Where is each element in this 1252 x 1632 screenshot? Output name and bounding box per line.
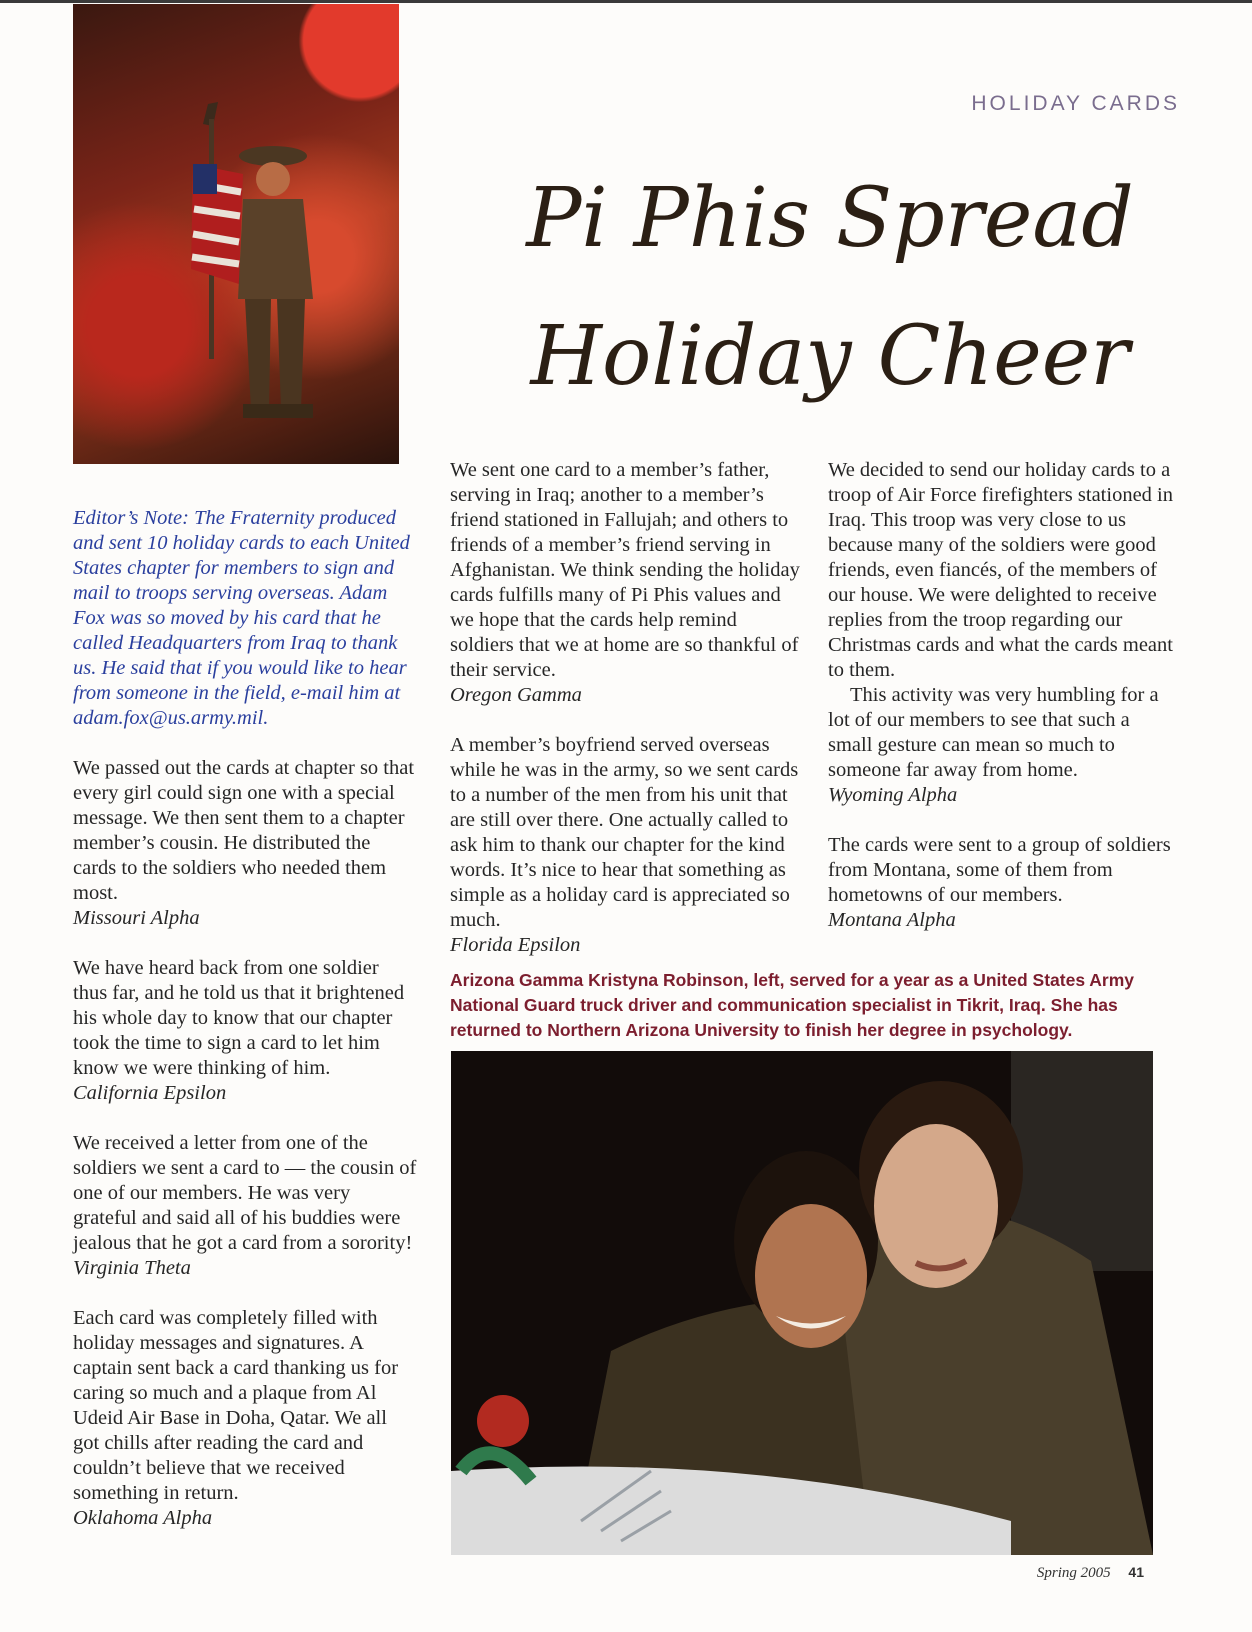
- title-line-1: Pi Phis Spread: [526, 171, 1134, 266]
- letter-text: Each card was completely filled with holiday messages and signatures. A captain sent back a card thanking us for caring so much and a plaque from Al Udeid Air Base in Doha, Qatar. We all got chills after reading the card and couldn’t believe that we received something in return.: [73, 1307, 399, 1504]
- soldiers-photo-illustration: [451, 1051, 1153, 1555]
- issue-season: Spring 2005: [1036, 1565, 1111, 1581]
- letter-virginia: [73, 1131, 418, 1281]
- letter-montana: [828, 833, 1178, 933]
- page-title: [450, 150, 1210, 426]
- letter-text: This activity was very humbling for a lot of our members to see that such a small gesture can mean so much to someone far away from home.: [828, 684, 1159, 781]
- letter-wyoming: [828, 683, 1178, 808]
- column-3: [828, 458, 1178, 958]
- section-kicker: HOLIDAY CARDS: [971, 92, 1180, 115]
- chapter-signature: Montana Alpha: [828, 909, 956, 931]
- chapter-signature: Virginia Theta: [73, 1257, 191, 1279]
- letter-wyoming-p1: We decided to send our holiday cards to a troop of Air Force firefighters stationed in Iraq. This troop was very close to us because many of the soldiers were good friends, even fiancés, of the members of our house. We were delighted to receive replies from the troop regarding our Christmas cards and what the cards meant to them.: [828, 459, 1173, 681]
- page-footer: [1037, 1564, 1144, 1582]
- letter-text: We sent one card to a member’s father, serving in Iraq; another to a member’s friend stationed in Fallujah; and others to friends of a member’s friend serving in Afghanistan. We think sending the holiday cards fulfills many of Pi Phis values and we hope that the cards help remind soldiers that we at home are so thankful of their service.: [450, 459, 800, 681]
- letter-california: [73, 956, 418, 1106]
- column-2: [450, 458, 805, 983]
- letter-oklahoma: [73, 1306, 418, 1531]
- chapter-signature: Missouri Alpha: [73, 907, 200, 929]
- toy-soldier-photo: [73, 4, 399, 464]
- top-rule: [0, 0, 1252, 3]
- photo-caption: Arizona Gamma Kristyna Robinson, left, served for a year as a United States Army National Guard truck driver and communication specialist in Tikrit, Iraq. She has returned to Northern Arizona University to finish her degree in psychology.: [450, 970, 1135, 1040]
- letter-text: We have heard back from one soldier thus far, and he told us that it brightened his whole day to know that our chapter took the time to sign a card to let him know we were thinking of him.: [73, 957, 405, 1079]
- chapter-signature: Florida Epsilon: [450, 934, 581, 956]
- letter-text: We passed out the cards at chapter so that every girl could sign one with a special message. We then sent them to a chapter member’s cousin. He distributed the cards to the soldiers who needed them most.: [73, 757, 415, 904]
- chapter-signature: Oklahoma Alpha: [73, 1507, 213, 1529]
- letter-text: The cards were sent to a group of soldiers from Montana, some of them from hometowns of our members.: [828, 834, 1171, 906]
- letter-text: We received a letter from one of the soldiers we sent a card to — the cousin of one of our members. He was very grateful and said all of his buddies were jealous that he got a card from a sorority!: [73, 1132, 417, 1254]
- column-1: [73, 506, 418, 1556]
- letter-missouri: [73, 756, 418, 931]
- chapter-signature: California Epsilon: [73, 1082, 227, 1104]
- chapter-signature: Wyoming Alpha: [828, 784, 958, 806]
- letter-text: A member’s boyfriend served overseas while he was in the army, so we sent cards to a number of the men from his unit that are still over there. One actually called to ask him to thank our chapter for the kind words. It’s nice to hear that something as simple as a holiday card is appreciated so much.: [450, 734, 799, 931]
- editor-note: Editor’s Note: The Fraternity produced and sent 10 holiday cards to each United States chapter for members to sign and mail to troops serving overseas. Adam Fox was so moved by his card that he called Headquarters from Iraq to thank us. He said that if you would like to hear from someone in the field, e-mail him at adam.fox@us.army.mil.: [73, 507, 410, 729]
- letter-florida: [450, 733, 805, 958]
- chapter-signature: Oregon Gamma: [450, 684, 582, 706]
- page-number: 41: [1128, 1564, 1144, 1580]
- soldiers-photo: [451, 1051, 1153, 1555]
- toy-soldier-figure: [173, 64, 353, 424]
- title-line-2: Holiday Cheer: [530, 309, 1130, 404]
- letter-oregon: [450, 458, 805, 708]
